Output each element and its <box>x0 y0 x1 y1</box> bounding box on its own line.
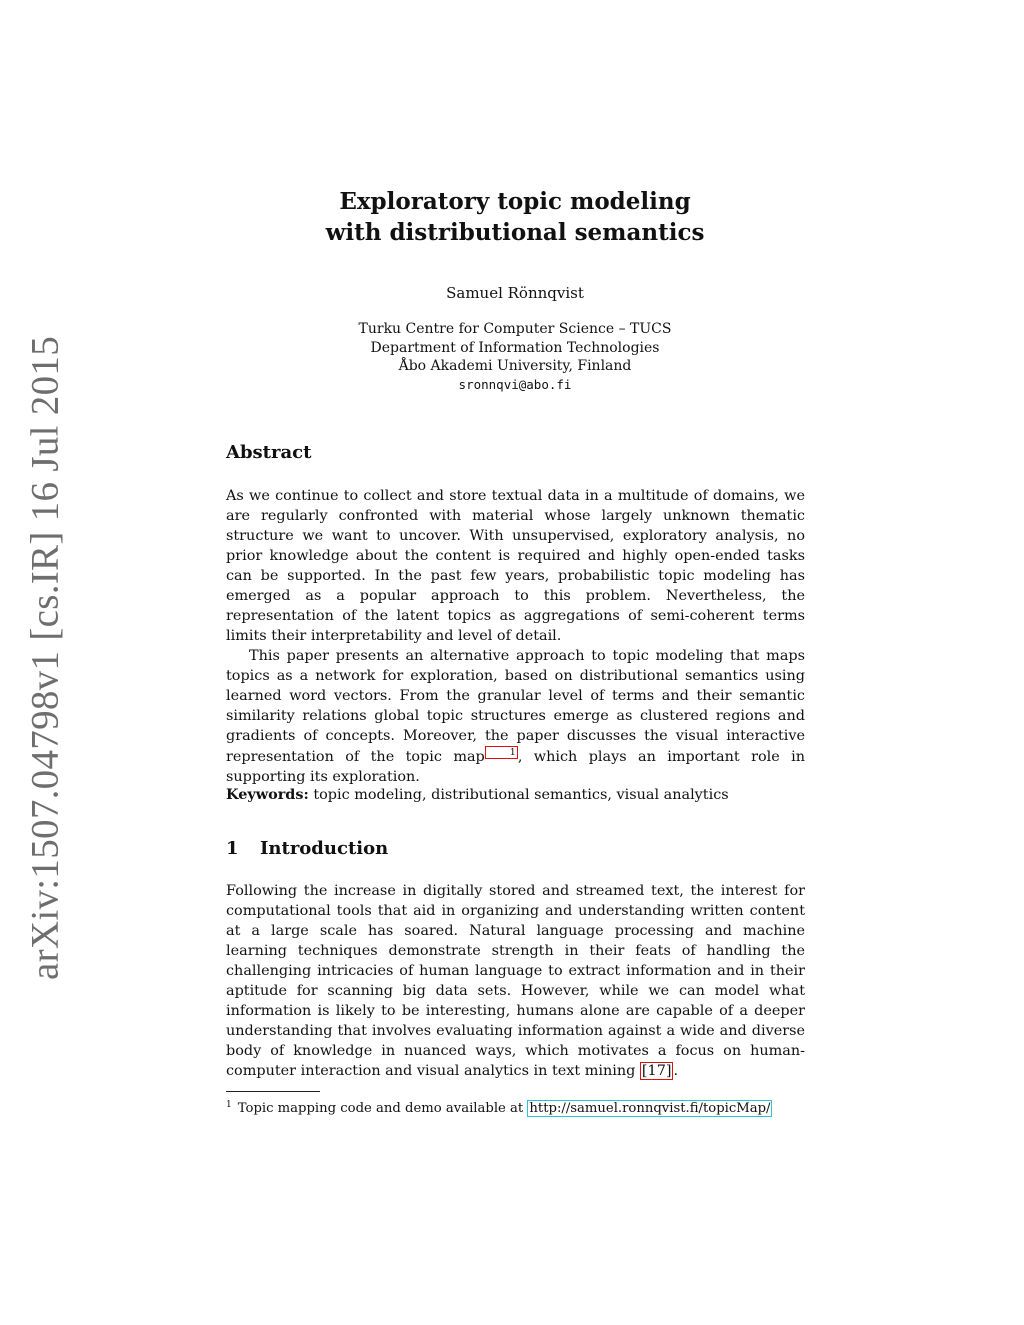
arxiv-sidebar-stamp <box>22 335 68 981</box>
affiliation-line-1: Turku Centre for Computer Science – TUCS <box>358 321 672 337</box>
keywords-line <box>226 786 729 803</box>
footnote-link-1[interactable]: 1 <box>485 746 518 759</box>
introduction-paragraph-1 <box>226 881 805 1081</box>
abstract-p2-tail: , which plays an important role in supporting its exploration. <box>226 749 805 785</box>
title-line-1: Exploratory topic modeling <box>339 188 691 215</box>
section-heading-introduction <box>226 838 388 859</box>
affiliation-line-2: Department of Information Technologies <box>370 339 660 356</box>
footnote-divider <box>226 1091 320 1092</box>
arxiv-identifier: arXiv:1507.04798v1 [cs.IR] 16 Jul 2015 <box>23 335 67 981</box>
affiliation-block <box>226 320 804 394</box>
author-email[interactable]: sronnqvi@abo.fi <box>458 376 572 392</box>
abstract-p2-text: This paper presents an alternative approach to topic modeling that maps topics as a network for exploration, based on distributional semantics using learned word vectors. From the granular level of terms and their semantic similarity relations global topic structures emerge as clustered regions and gradients of concepts. Moreover, the paper discusses the visual interactive representation of the topic map <box>226 648 805 765</box>
keywords-label: Keywords: <box>226 786 309 803</box>
affiliation-line-3: Åbo Akademi University, Finland <box>398 358 632 374</box>
citation-link-17[interactable]: [17] <box>641 1063 672 1079</box>
footnote-text: Topic mapping code and demo available at <box>237 1101 528 1116</box>
footnote-url-link[interactable]: http://samuel.ronnqvist.fi/topicMap/ <box>529 1101 771 1116</box>
abstract-paragraph-2 <box>226 646 805 787</box>
section-title: Introduction <box>260 838 389 859</box>
paper-title <box>226 186 804 248</box>
intro-p1-tail: . <box>673 1063 679 1079</box>
footnote-number: 1 <box>226 1100 232 1110</box>
abstract-paragraph-1: As we continue to collect and store textual data in a multitude of domains, we are regularly confronted with material whose largely unknown thematic structure we want to uncover. With unsupervised, exploratory analysis, no prior knowledge about the content is required and highly open-ended tasks can be supported. In the past few years, probabilistic topic modeling has emerged as a popular approach to this problem. Nevertheless, the representation of the latent topics as aggregations of semi-coherent terms limits their interpretability and level of detail. <box>226 488 805 644</box>
keywords-text: topic modeling, distributional semantics, visual analytics <box>313 787 729 803</box>
author-name: Samuel Rönnqvist <box>446 284 584 302</box>
abstract-heading: Abstract <box>226 442 312 463</box>
title-line-2: with distributional semantics <box>325 219 705 246</box>
section-number: 1 <box>226 838 239 859</box>
footnote-1 <box>226 1096 772 1118</box>
intro-p1-text: Following the increase in digitally stored and streamed text, the interest for computational tools that aid in organizing and understanding written content at a large scale has soared. Natural language processing and machine learning techniques demonstrate strength in their feats of handling the challenging intricacies of human language to extract information and in their aptitude for scanning big data sets. However, while we can model what information is likely to be interesting, humans alone are capable of a deeper understanding that involves evaluating information against a wide and diverse body of knowledge in nuanced ways, which motivates a focus on human-computer interaction and visual analytics in text mining <box>226 883 805 1079</box>
